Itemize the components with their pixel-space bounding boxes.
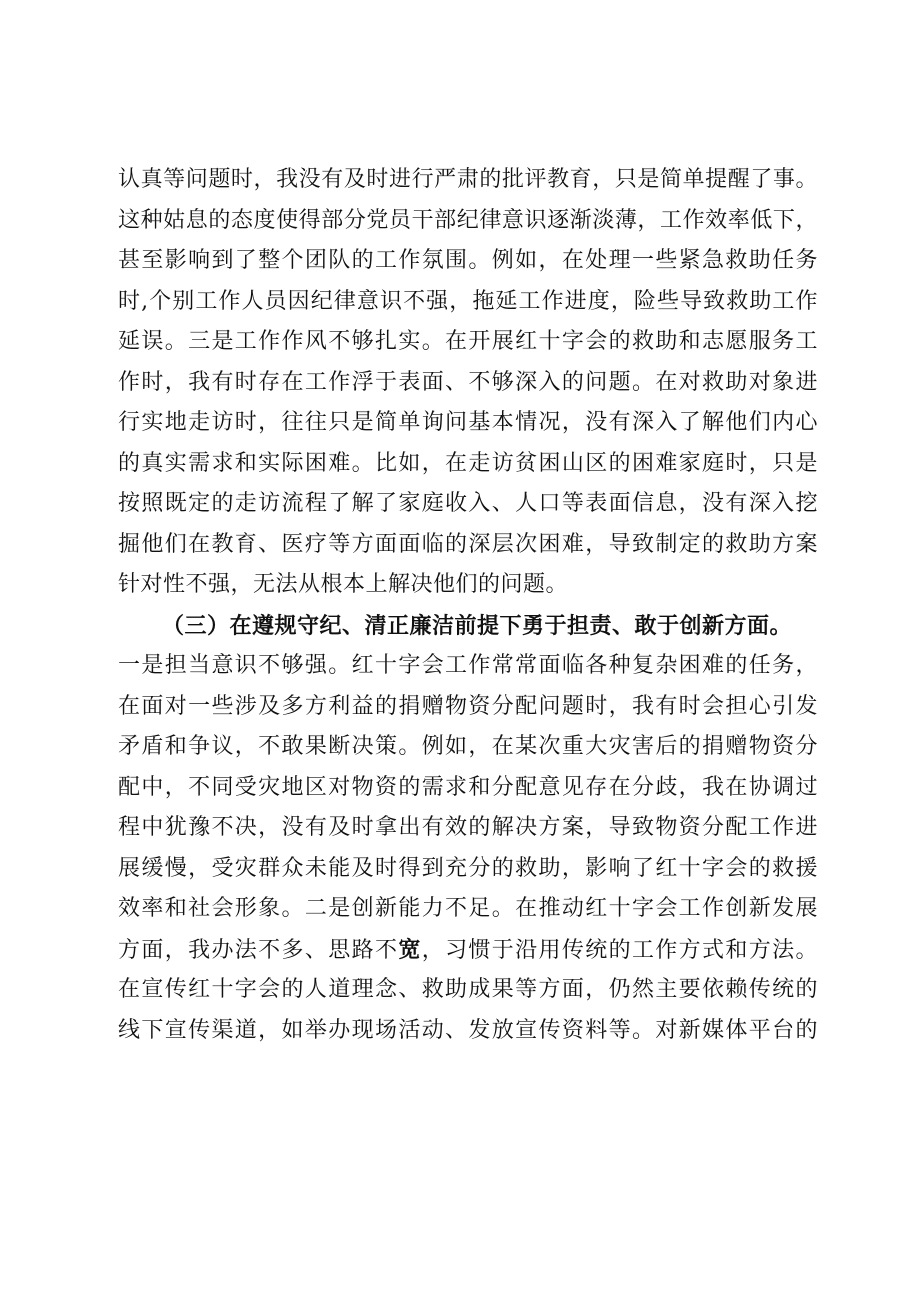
text-line: 这种姑息的态度使得部分党员干部纪律意识逐渐淡薄，工作效率低下， (118, 207, 818, 233)
text-line-with-bold (118, 930, 818, 971)
text-line: 效率和社会形象。二是创新能力不足。在推动红十字会工作创新发展 (118, 896, 818, 921)
text-line: 在宣传红十字会的人道理念、救助成果等方面，仍然主要依赖传统的 (118, 977, 818, 1002)
text-segment: ，习惯于沿用传统的工作方式和方法。 (421, 937, 818, 963)
text-line: 线下宣传渠道，如举办现场活动、发放宣传资料等。对新媒体平台的 (118, 1017, 818, 1043)
text-line: 针对性不强，无法从根本上解决他们的问题。 (118, 572, 569, 597)
text-line: 甚至影响到了整个团队的工作氛围。例如，在处理一些紧急救助任务 (118, 248, 818, 273)
text-line: 展缓慢，受灾群众未能及时得到充分的救助，影响了红十字会的救援 (118, 855, 818, 881)
text-line: 矛盾和争议，不敢果断决策。例如，在某次重大灾害后的捐赠物资分 (118, 734, 818, 759)
bold-text-segment: 宽 (398, 936, 422, 963)
text-line: 认真等问题时，我没有及时进行严肃的批评教育，只是简单提醒了事。 (118, 167, 818, 192)
text-line: 掘他们在教育、医疗等方面面临的深层次困难，导致制定的救助方案 (118, 531, 818, 557)
text-line: 时,个别工作人员因纪律意识不强，拖延工作进度，险些导致救助工作 (118, 288, 818, 314)
section-heading: （三）在遵规守纪、清正廉洁前提下勇于担责、敢于创新方面。 (162, 612, 793, 639)
text-line: 程中犹豫不决，没有及时拿出有效的解决方案，导致物资分配工作进 (118, 815, 818, 840)
text-line: 在面对一些涉及多方利益的捐赠物资分配问题时，我有时会担心引发 (118, 693, 818, 719)
text-line: 配中，不同受灾地区对物资的需求和分配意见存在分歧，我在协调过 (118, 774, 818, 800)
body-text (118, 160, 818, 1051)
text-line: 按照既定的走访流程了解了家庭收入、人口等表面信息，没有深入挖 (118, 491, 818, 516)
text-line: 作时，我有时存在工作浮于表面、不够深入的问题。在对救助对象进 (118, 369, 818, 395)
text-line: 的真实需求和实际困难。比如，在走访贫困山区的困难家庭时，只是 (118, 450, 818, 476)
text-segment: 方面，我办法不多、思路不 (118, 937, 399, 963)
text-line: 行实地走访时，往往只是简单询问基本情况，没有深入了解他们内心 (118, 410, 818, 435)
text-line: 一是担当意识不够强。红十字会工作常常面临各种复杂困难的任务， (118, 653, 818, 678)
text-line: 延误。三是工作作风不够扎实。在开展红十字会的救助和志愿服务工 (118, 329, 818, 354)
